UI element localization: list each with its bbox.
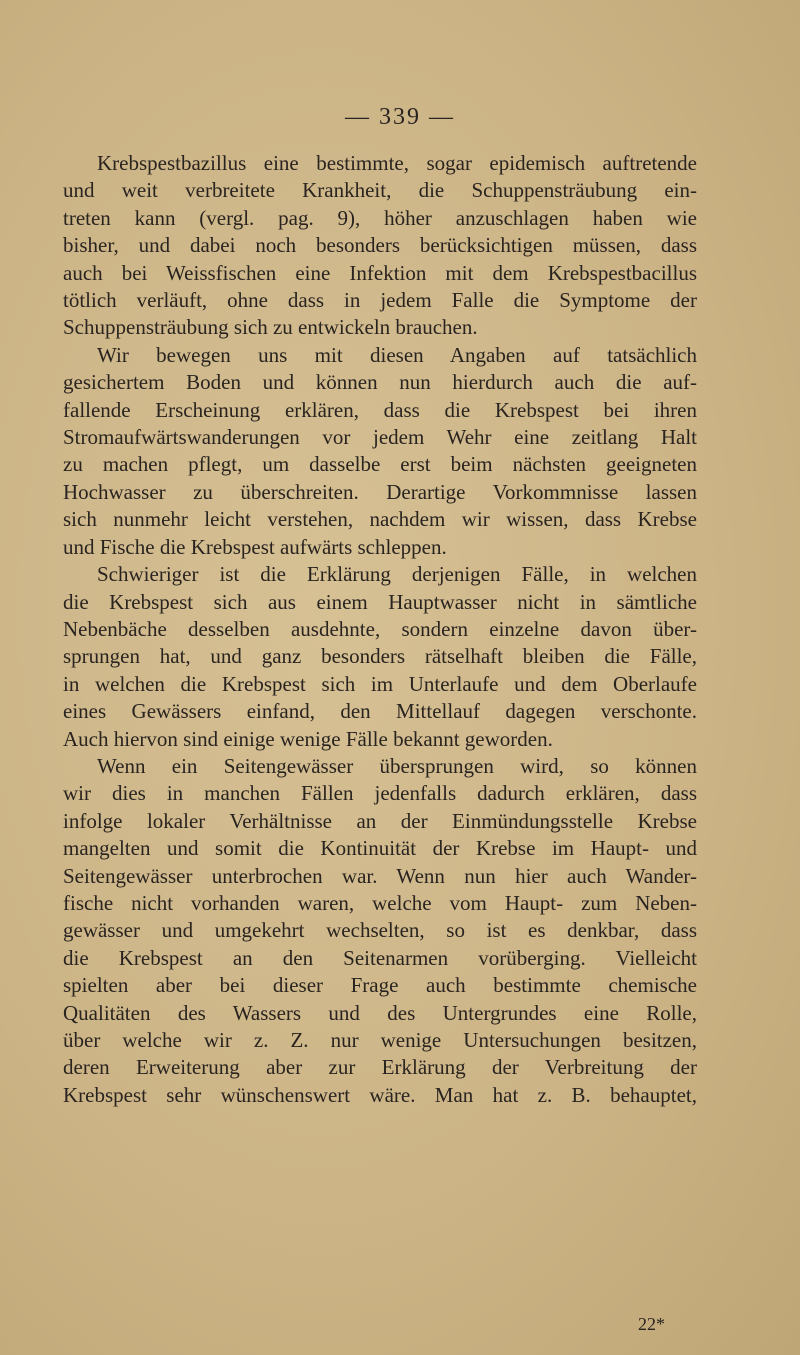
text-line: sich nunmehr leicht verstehen, nachdem wir wissen, dass Krebse — [63, 507, 697, 532]
text-line: Schuppensträubung sich zu entwickeln brauchen. — [63, 315, 478, 340]
paragraph-3 — [63, 561, 697, 753]
text-line: gewässer und umgekehrt wechselten, so ist es denkbar, dass — [63, 918, 697, 943]
text-line: zu machen pflegt, um dasselbe erst beim nächsten geeigneten — [63, 452, 697, 477]
text-line: Stromaufwärtswanderungen vor jedem Wehr eine zeitlang Halt — [63, 425, 697, 450]
text-line: deren Erweiterung aber zur Erklärung der Verbreitung der — [63, 1055, 697, 1080]
paragraph-2 — [63, 342, 697, 561]
text-line: Seitengewässer unterbrochen war. Wenn nun hier auch Wander- — [63, 863, 697, 888]
text-line: und Fische die Krebspest aufwärts schleppen. — [63, 534, 447, 559]
text-line: Auch hiervon sind einige wenige Fälle bekannt geworden. — [63, 726, 553, 751]
text-line: Qualitäten des Wassers und des Untergrundes eine Rolle, — [63, 1000, 697, 1025]
text-line: spielten aber bei dieser Frage auch bestimmte chemische — [63, 973, 697, 998]
signature-mark: 22* — [638, 1314, 665, 1334]
text-line: mangelten und somit die Kontinuität der Krebse im Haupt- und — [63, 836, 697, 861]
text-line: Krebspestbazillus eine bestimmte, sogar epidemisch auftretende — [97, 151, 697, 175]
paragraph-4 — [63, 753, 697, 1109]
text-line: Krebspest sehr wünschenswert wäre. Man hat z. B. behauptet, — [63, 1082, 697, 1107]
paragraph-1 — [63, 150, 697, 342]
text-line: tötlich verläuft, ohne dass in jedem Falle die Symptome der — [63, 288, 697, 313]
text-line: gesichertem Boden und können nun hierdurch auch die auf- — [63, 370, 697, 395]
text-line: die Krebspest sich aus einem Hauptwasser nicht in sämtliche — [63, 589, 697, 614]
page-number: — 339 — — [345, 104, 455, 130]
text-line: die Krebspest an den Seitenarmen vorüberging. Vielleicht — [63, 945, 697, 970]
text-line: infolge lokaler Verhältnisse an der Einmündungsstelle Krebse — [63, 808, 697, 833]
text-line: wir dies in manchen Fällen jedenfalls dadurch erklären, dass — [63, 781, 697, 806]
text-line: in welchen die Krebspest sich im Unterlaufe und dem Oberlaufe — [63, 671, 697, 696]
text-line: fische nicht vorhanden waren, welche vom Haupt- zum Neben- — [63, 890, 697, 915]
text-line: Wenn ein Seitengewässer übersprungen wird, so können — [97, 753, 697, 778]
text-line: treten kann (vergl. pag. 9), höher anzuschlagen haben wie — [63, 205, 697, 230]
text-line: und weit verbreitete Krankheit, die Schuppensträubung ein- — [63, 178, 697, 203]
text-line: eines Gewässers einfand, den Mittellauf dagegen verschonte. — [63, 699, 697, 724]
text-line: Nebenbäche desselben ausdehnte, sondern einzelne davon über- — [63, 616, 697, 641]
text-line: bisher, und dabei noch besonders berücksichtigen müssen, dass — [63, 233, 697, 258]
text-line: Schwieriger ist die Erklärung derjenigen Fälle, in welchen — [97, 562, 697, 587]
text-line: Wir bewegen uns mit diesen Angaben auf tatsächlich — [97, 342, 697, 367]
text-line: auch bei Weissfischen eine Infektion mit dem Krebspestbacillus — [63, 260, 697, 285]
text-line: sprungen hat, und ganz besonders rätselhaft bleiben die Fälle, — [63, 644, 697, 669]
body-text — [63, 150, 697, 1109]
text-line: Hochwasser zu überschreiten. Derartige Vorkommnisse lassen — [63, 479, 697, 504]
text-line: über welche wir z. Z. nur wenige Untersuchungen besitzen, — [63, 1028, 697, 1052]
text-line: fallende Erscheinung erklären, dass die Krebspest bei ihren — [63, 397, 697, 422]
